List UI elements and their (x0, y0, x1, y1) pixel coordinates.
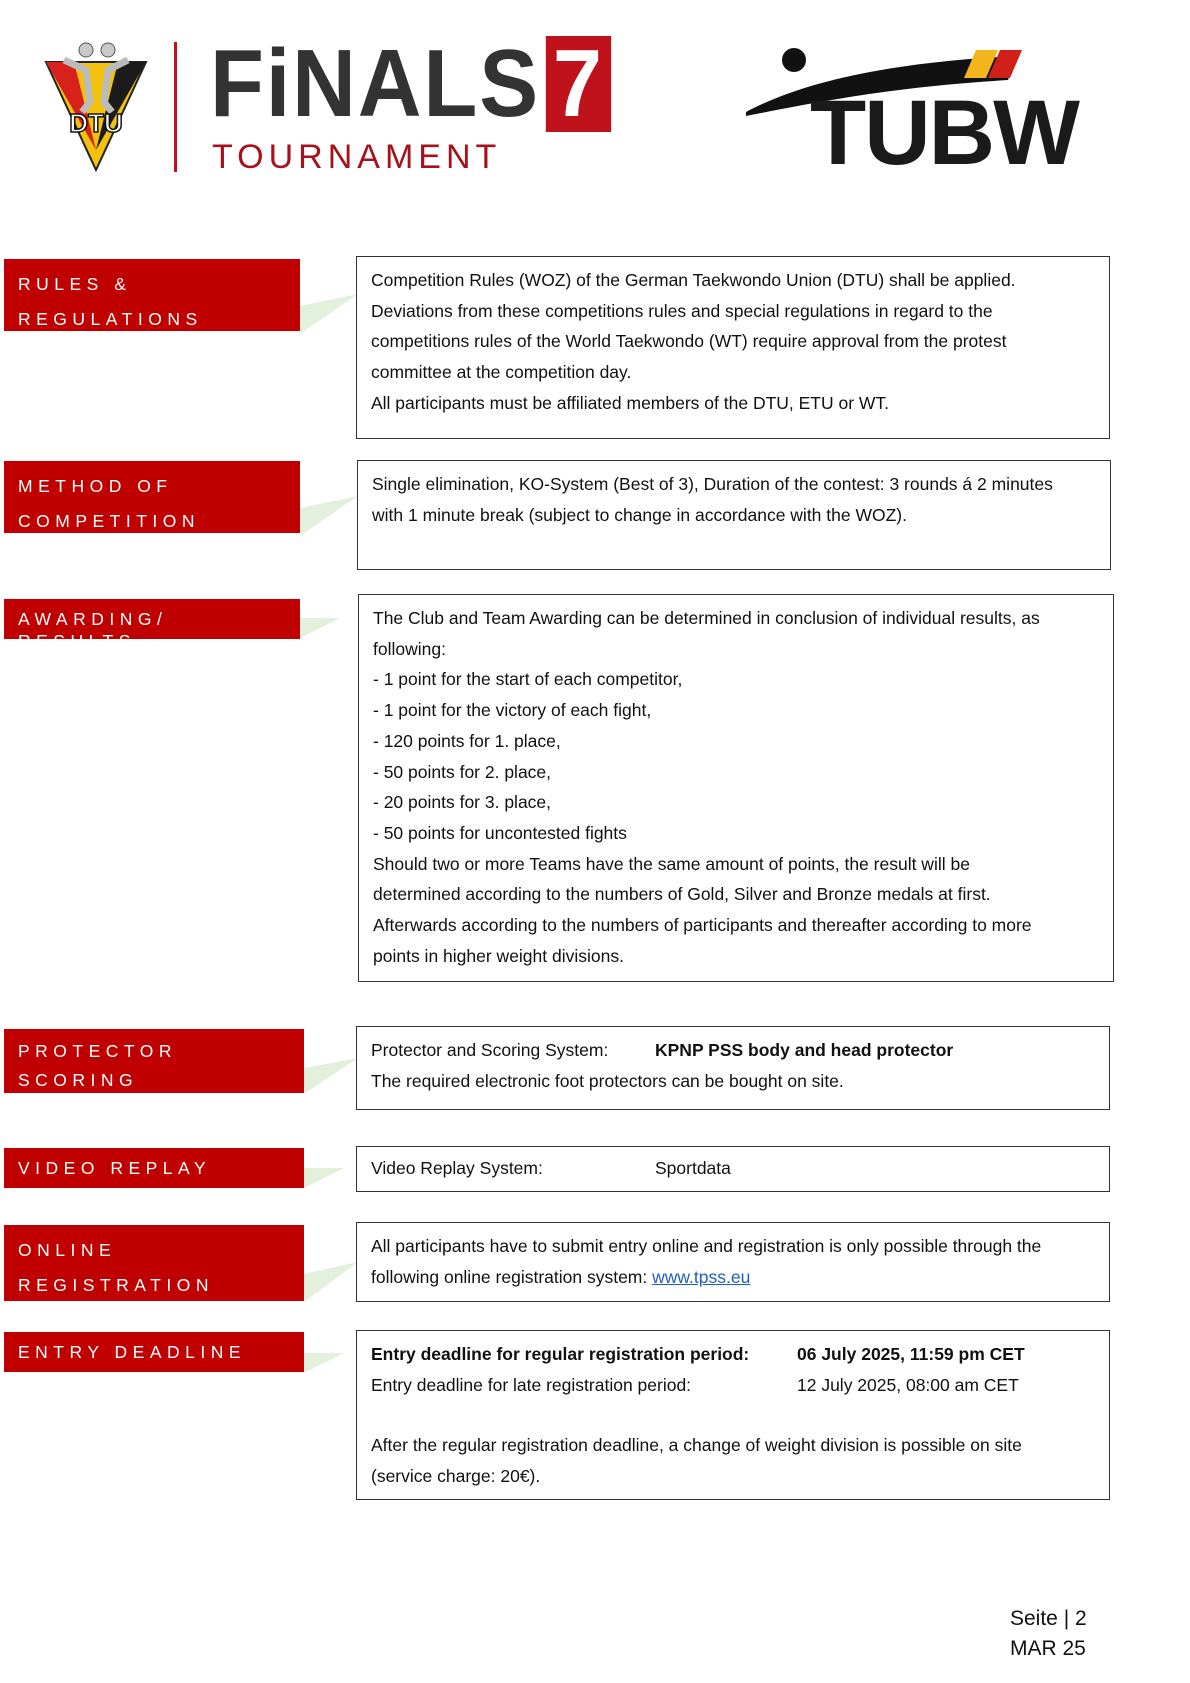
protector-note: The required electronic foot protectors can be bought on site. (371, 1070, 844, 1091)
label-awarding-results: AWARDING/ RESULTS (4, 599, 300, 639)
protector-value: KPNP PSS body and head protector (655, 1040, 954, 1060)
label-wedge (304, 1164, 344, 1188)
regular-deadline-value: 06 July 2025, 11:59 pm CET (797, 1344, 1025, 1364)
label-wedge (300, 496, 358, 536)
svg-text:DTU: DTU (69, 108, 123, 138)
late-deadline-key: Entry deadline for late registration period: (371, 1374, 692, 1395)
awarding-line: - 50 points for 2. place, (373, 761, 552, 782)
video-box (356, 1146, 1110, 1192)
label-entry-deadline: ENTRY DEADLINE (4, 1332, 304, 1372)
online-box (356, 1222, 1110, 1302)
label-method-of-competition (4, 461, 300, 533)
regular-deadline-key: Entry deadline for regular registration period: (371, 1344, 750, 1364)
awarding-line: - 20 points for 3. place, (373, 792, 552, 813)
registration-link[interactable]: www.tpss.eu (652, 1266, 751, 1287)
label-line: REGISTRATION (18, 1275, 214, 1295)
label-wedge (300, 294, 358, 334)
label-line: PROTECTOR SCORING (18, 1041, 178, 1090)
method-box (357, 460, 1111, 570)
online-line-prefix: following online registration system: (371, 1266, 653, 1287)
finals-text: FiNALS (210, 30, 540, 137)
document-date: MAR 25 (1010, 1637, 1086, 1660)
page-footer (1010, 1604, 1087, 1664)
awarding-line: Should two or more Teams have the same amount of points, the result will be (373, 853, 970, 874)
video-value: Sportdata (655, 1158, 731, 1178)
label-line: COMPETITION (18, 511, 201, 531)
deadline-note: After the regular registration deadline, a change of weight division is possible on site (371, 1435, 1022, 1456)
awarding-line: - 120 points for 1. place, (373, 730, 561, 751)
label-wedge (304, 1349, 344, 1373)
online-line (371, 1262, 1095, 1293)
tubw-logo (746, 40, 1106, 170)
finals-logo (210, 30, 611, 137)
awarding-line: determined according to the numbers of Gold, Silver and Bronze medals at first. (373, 884, 991, 905)
label-line: METHOD OF (18, 476, 173, 496)
label-video-replay: VIDEO REPLAY (4, 1148, 304, 1188)
label-wedge (304, 1262, 358, 1302)
deadline-box (356, 1330, 1110, 1500)
label-online-registration (4, 1225, 304, 1301)
deadline-note: (service charge: 20€). (371, 1466, 541, 1487)
awarding-line: The Club and Team Awarding can be determined in conclusion of individual results, as (373, 608, 1040, 628)
svg-text:TUBW: TUBW (810, 82, 1078, 170)
label-wedge (300, 614, 340, 638)
label-line: ONLINE (18, 1240, 117, 1260)
video-key: Video Replay System: (371, 1158, 543, 1178)
awarding-line: - 1 point for the start of each competitor, (373, 669, 683, 690)
awarding-line: - 50 points for uncontested fights (373, 822, 627, 843)
late-deadline-value: 12 July 2025, 08:00 am CET (797, 1374, 1019, 1395)
method-line: Single elimination, KO-System (Best of 3), Duration of the contest: 3 rounds á 2 minutes (372, 474, 1053, 494)
label-line: RULES & (18, 274, 132, 294)
awarding-line: Afterwards according to the numbers of participants and thereafter according to more (373, 915, 1032, 936)
label-wedge (304, 1058, 358, 1094)
rules-box (356, 256, 1110, 439)
label-line: REGULATIONS (18, 309, 203, 329)
method-line: with 1 minute break (subject to change in accordance with the WOZ). (372, 504, 907, 525)
online-line: All participants have to submit entry online and registration is only possible through the (371, 1236, 1042, 1256)
rules-line: Competition Rules (WOZ) of the German Taekwondo Union (DTU) shall be applied. (371, 270, 1016, 290)
header-divider (174, 42, 177, 172)
awarding-line: - 1 point for the victory of each fight, (373, 700, 652, 721)
protector-box (356, 1026, 1110, 1110)
rules-line: committee at the competition day. (371, 362, 632, 383)
rules-line: Deviations from these competitions rules and special regulations in regard to the (371, 300, 993, 321)
protector-key: Protector and Scoring System: (371, 1040, 609, 1060)
awarding-box (358, 594, 1114, 982)
awarding-line: following: (373, 638, 446, 659)
awarding-line: points in higher weight divisions. (373, 945, 624, 966)
finals-number: 7 (545, 36, 611, 132)
page-number: Seite | 2 (1010, 1607, 1087, 1630)
spacer (371, 1400, 1095, 1430)
label-line: SYSTEM (18, 1099, 123, 1119)
tournament-text: TOURNAMENT (212, 138, 502, 176)
dtu-logo (44, 40, 148, 172)
rules-line: competitions rules of the World Taekwondo (WT) require approval from the protest (371, 331, 1007, 352)
rules-line: All participants must be affiliated members of the DTU, ETU or WT. (371, 392, 890, 413)
label-rules-regulations (4, 259, 300, 331)
label-protector-scoring-system (4, 1029, 304, 1119)
